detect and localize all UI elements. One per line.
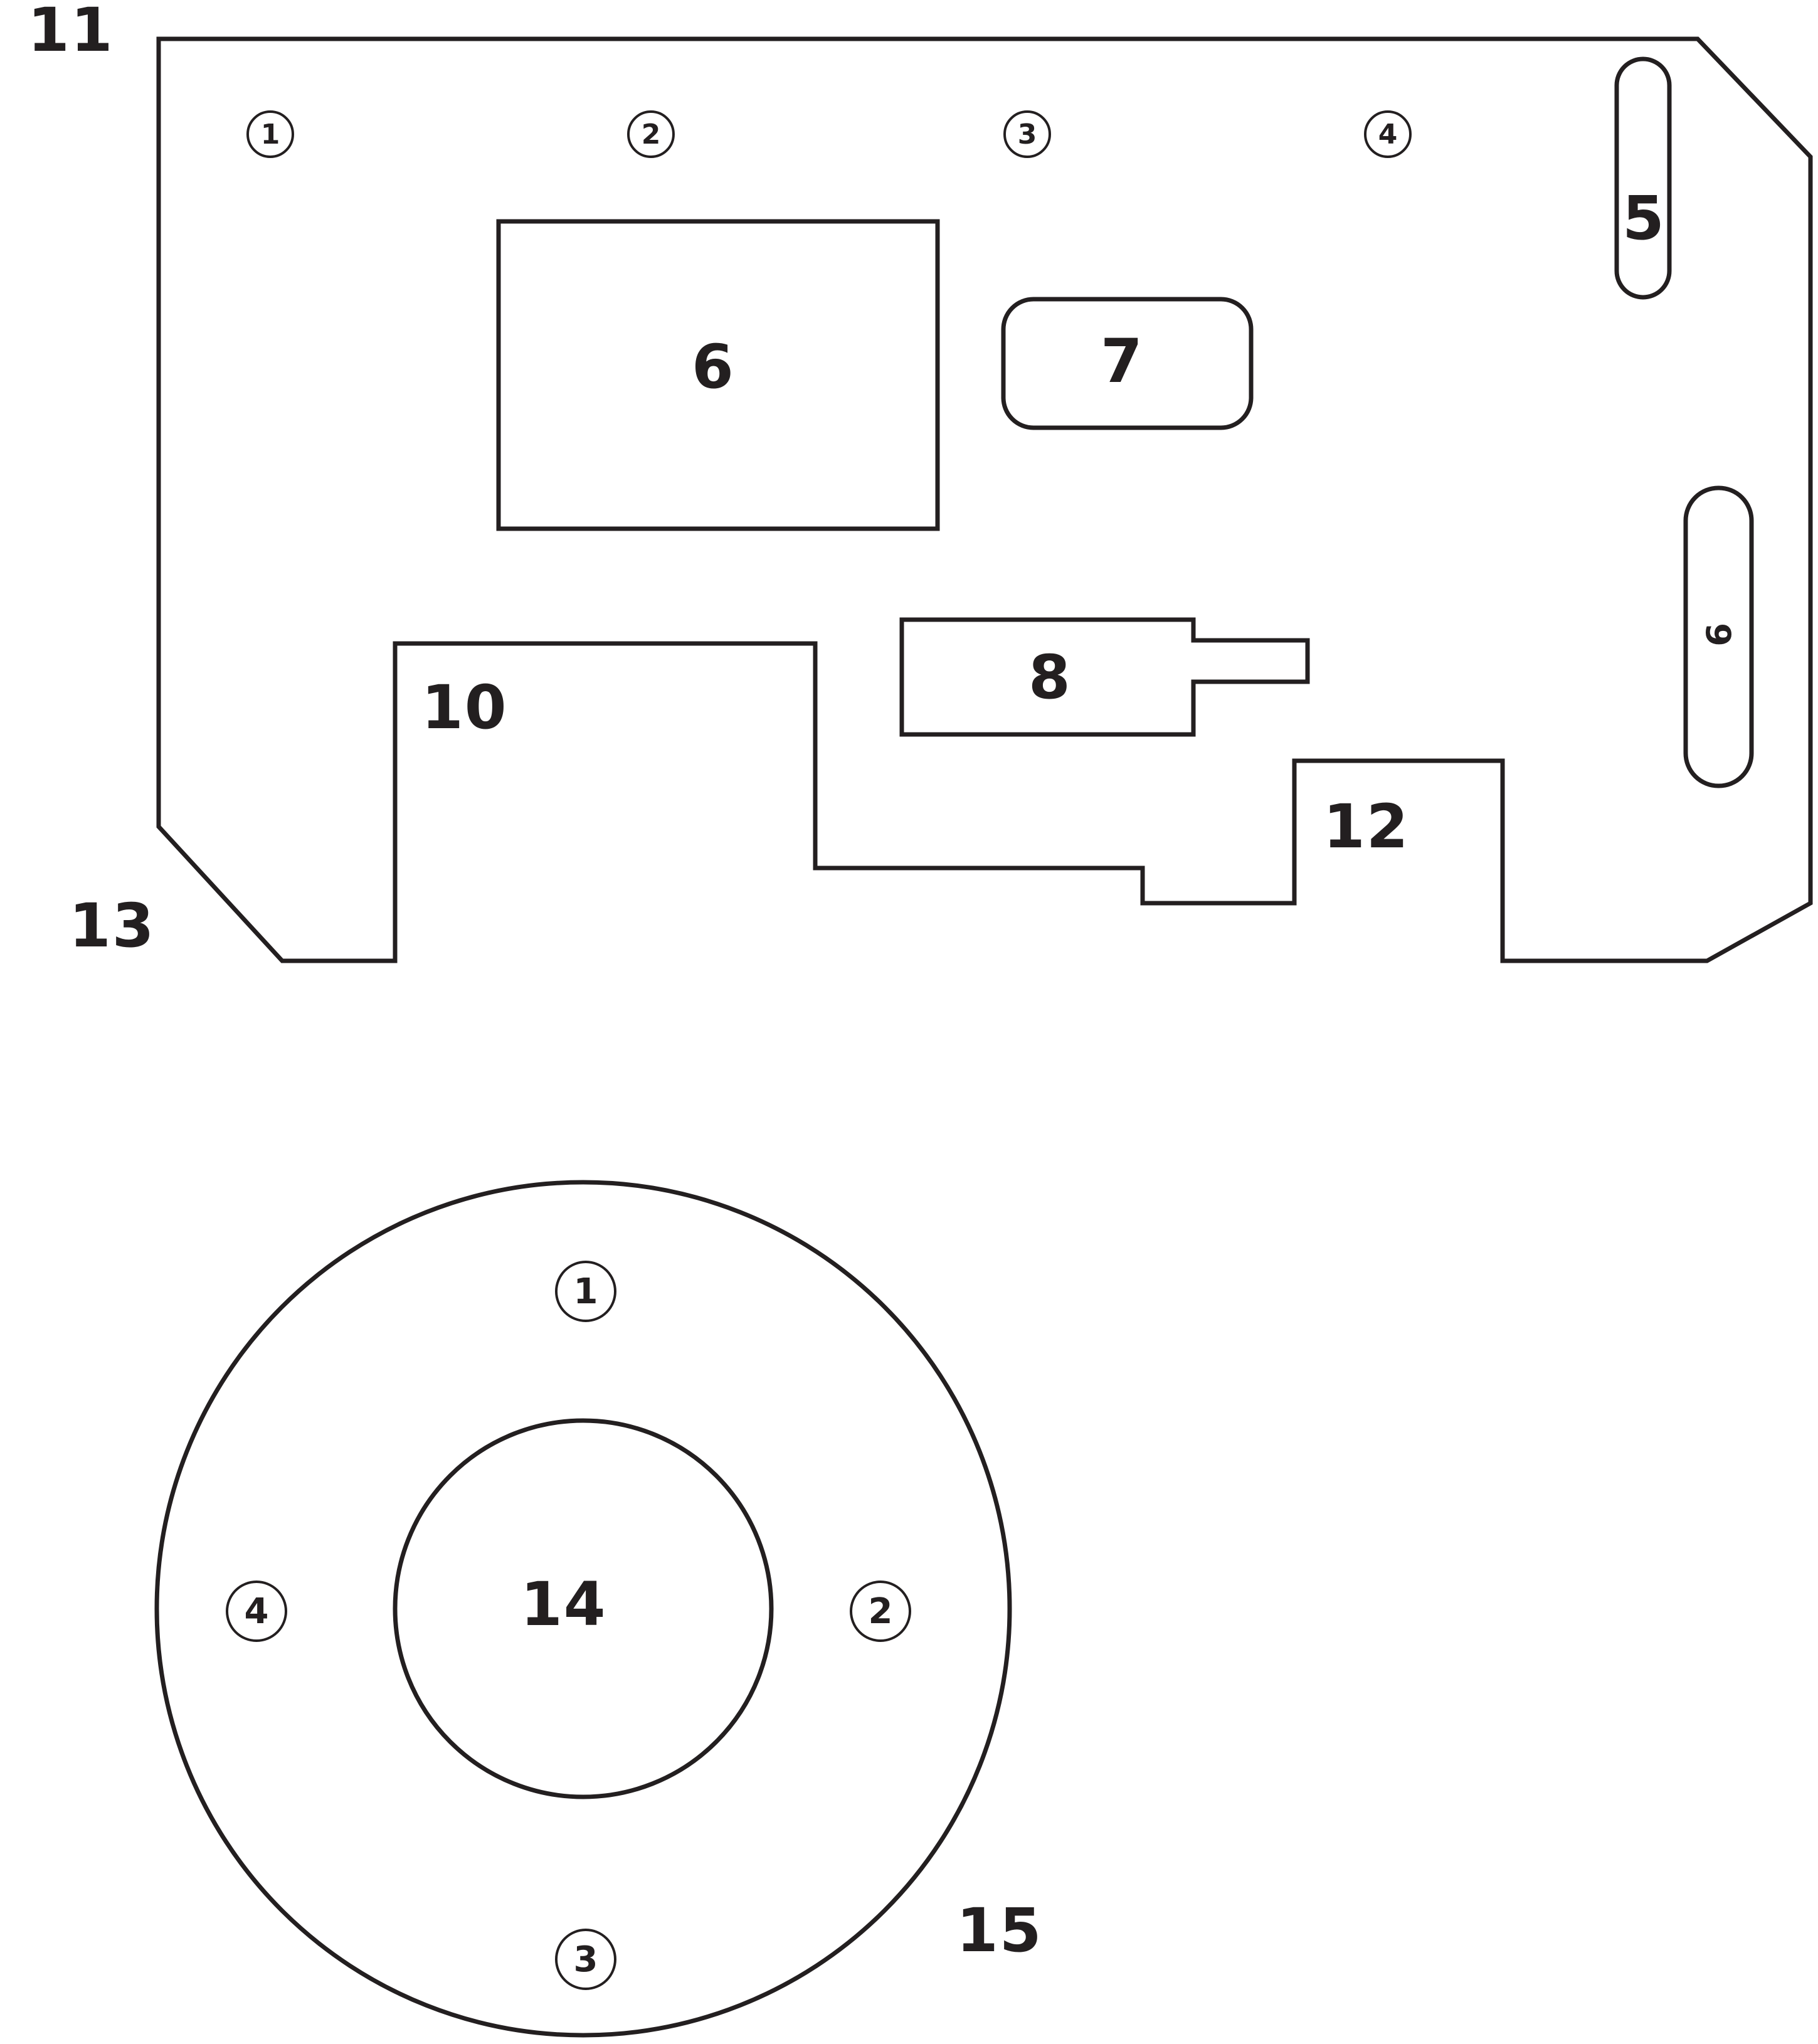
callout-2-round: 2 [850,1581,911,1642]
callout-2-top: 2 [627,110,675,158]
label-10: 10 [421,672,508,743]
callout-4-round: 4 [226,1581,287,1642]
callout-4-top: 4 [1364,110,1412,158]
callout-3-round: 3 [555,1929,616,1990]
label-11: 12 [1323,792,1410,862]
label-12: 11 [28,0,114,65]
label-15: 15 [956,1895,1043,1966]
callout-1-round: 1 [555,1261,616,1322]
label-5: 5 [1622,183,1666,253]
label-6: 6 [692,332,735,402]
callout-1-top: 1 [246,110,294,158]
label-9: 9 [1698,623,1738,647]
label-14: 14 [521,1569,607,1639]
callout-3-top: 3 [1003,110,1051,158]
label-13: 13 [69,891,156,961]
label-7: 7 [1101,326,1144,396]
label-8: 8 [1028,642,1072,712]
